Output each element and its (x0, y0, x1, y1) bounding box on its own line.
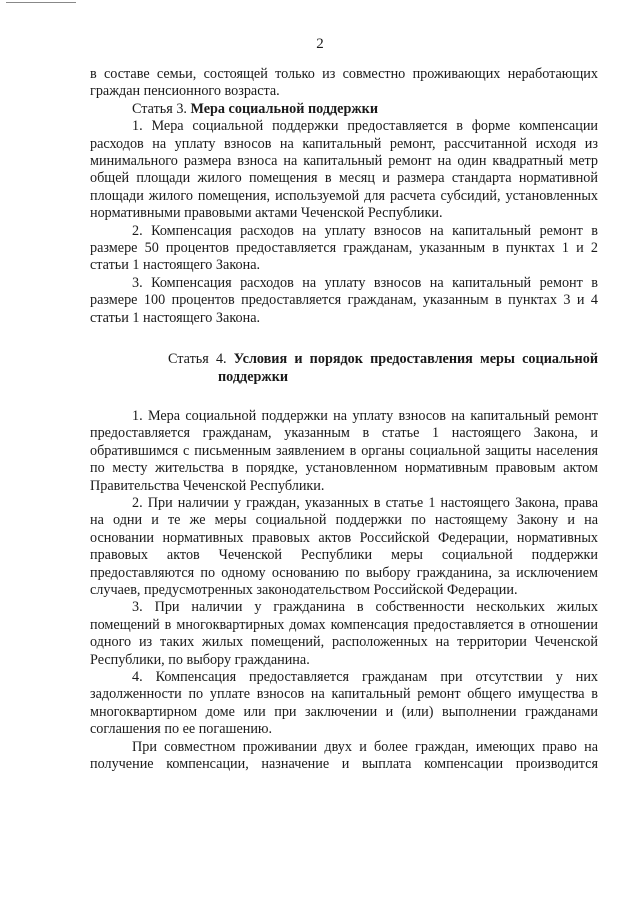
article-4-paragraph-4: 4. Компенсация предоставляется гражданам при отсутствии у них задолженности по уплате взносов на капитальный ремонт общего имущества в многоквартирном доме или при заключении и (или) выполнении гражданами соглашения по ее погашению. (90, 669, 598, 738)
article-4-paragraph-2: 2. При наличии у граждан, указанных в статье 1 настоящего Закона, права на одни и те же меры социальной поддержки по настоящему Закону и на основании нормативных правовых актов Российской Федерации, нормативных правовых актов Чеченской Республики меры социальной поддержки предоставляются по одному основанию по выбору гражданина, за исключением случаев, предусмотренных законодательством Российской Федерации. (90, 494, 598, 598)
article-3-paragraph-2: 2. Компенсация расходов на уплату взносов на капитальный ремонт в размере 50 процентов предоставляется гражданам, указанным в пунктах 1 и 2 статьи 1 настоящего Закона. (90, 222, 598, 274)
article-4-heading (90, 351, 598, 386)
article-4-paragraph-5: При совместном проживании двух и более граждан, имеющих право на получение компенсации, назначение и выплата компенсации производится (90, 738, 598, 773)
document-body (90, 66, 598, 773)
article-4-paragraph-3: 3. При наличии у гражданина в собственности нескольких жилых помещений в многоквартирных домах компенсация предоставляется в отношении одного из таких жилых помещений, расположенных на территории Чеченской Республики, по выбору гражданина. (90, 599, 598, 668)
scan-top-line (6, 2, 76, 3)
article-4-title-line-2: поддержки (218, 368, 289, 385)
article-3-heading (90, 101, 598, 118)
article-4-paragraph-1: 1. Мера социальной поддержки на уплату взносов на капитальный ремонт предоставляется гражданам, указанным в статье 1 настоящего Закона, и обратившимся с письменным заявлением в органы социальной защиты населения по месту жительства в порядке, установленном нормативным правовым актом Правительства Чеченской Республики. (90, 407, 598, 494)
article-4-prefix: Статья 4. (168, 351, 227, 368)
article-4-title-line-1: Условия и порядок предоставления меры социальной (233, 351, 598, 368)
article-3-title: Мера социальной поддержки (190, 100, 378, 117)
intro-paragraph: в составе семьи, состоящей только из совместно проживающих неработающих граждан пенсионного возраста. (90, 66, 598, 100)
page-number: 2 (316, 36, 324, 52)
article-3-paragraph-1: 1. Мера социальной поддержки предоставляется в форме компенсации расходов на уплату взносов на капитальный ремонт, рассчитанной исходя из минимального размера взноса на капитальный ремонт на один квадратный метр общей площади жилого помещения в месяц и размера стандарта нормативной площади жилого помещения, используемой для расчета субсидий, установленных нормативными правовыми актами Чеченской Республики. (90, 118, 598, 222)
article-3-paragraph-3: 3. Компенсация расходов на уплату взносов на капитальный ремонт в размере 100 процентов предоставляется гражданам, указанным в пунктах 3 и 4 статьи 1 настоящего Закона. (90, 274, 598, 326)
article-3-prefix: Статья 3. (132, 100, 187, 117)
